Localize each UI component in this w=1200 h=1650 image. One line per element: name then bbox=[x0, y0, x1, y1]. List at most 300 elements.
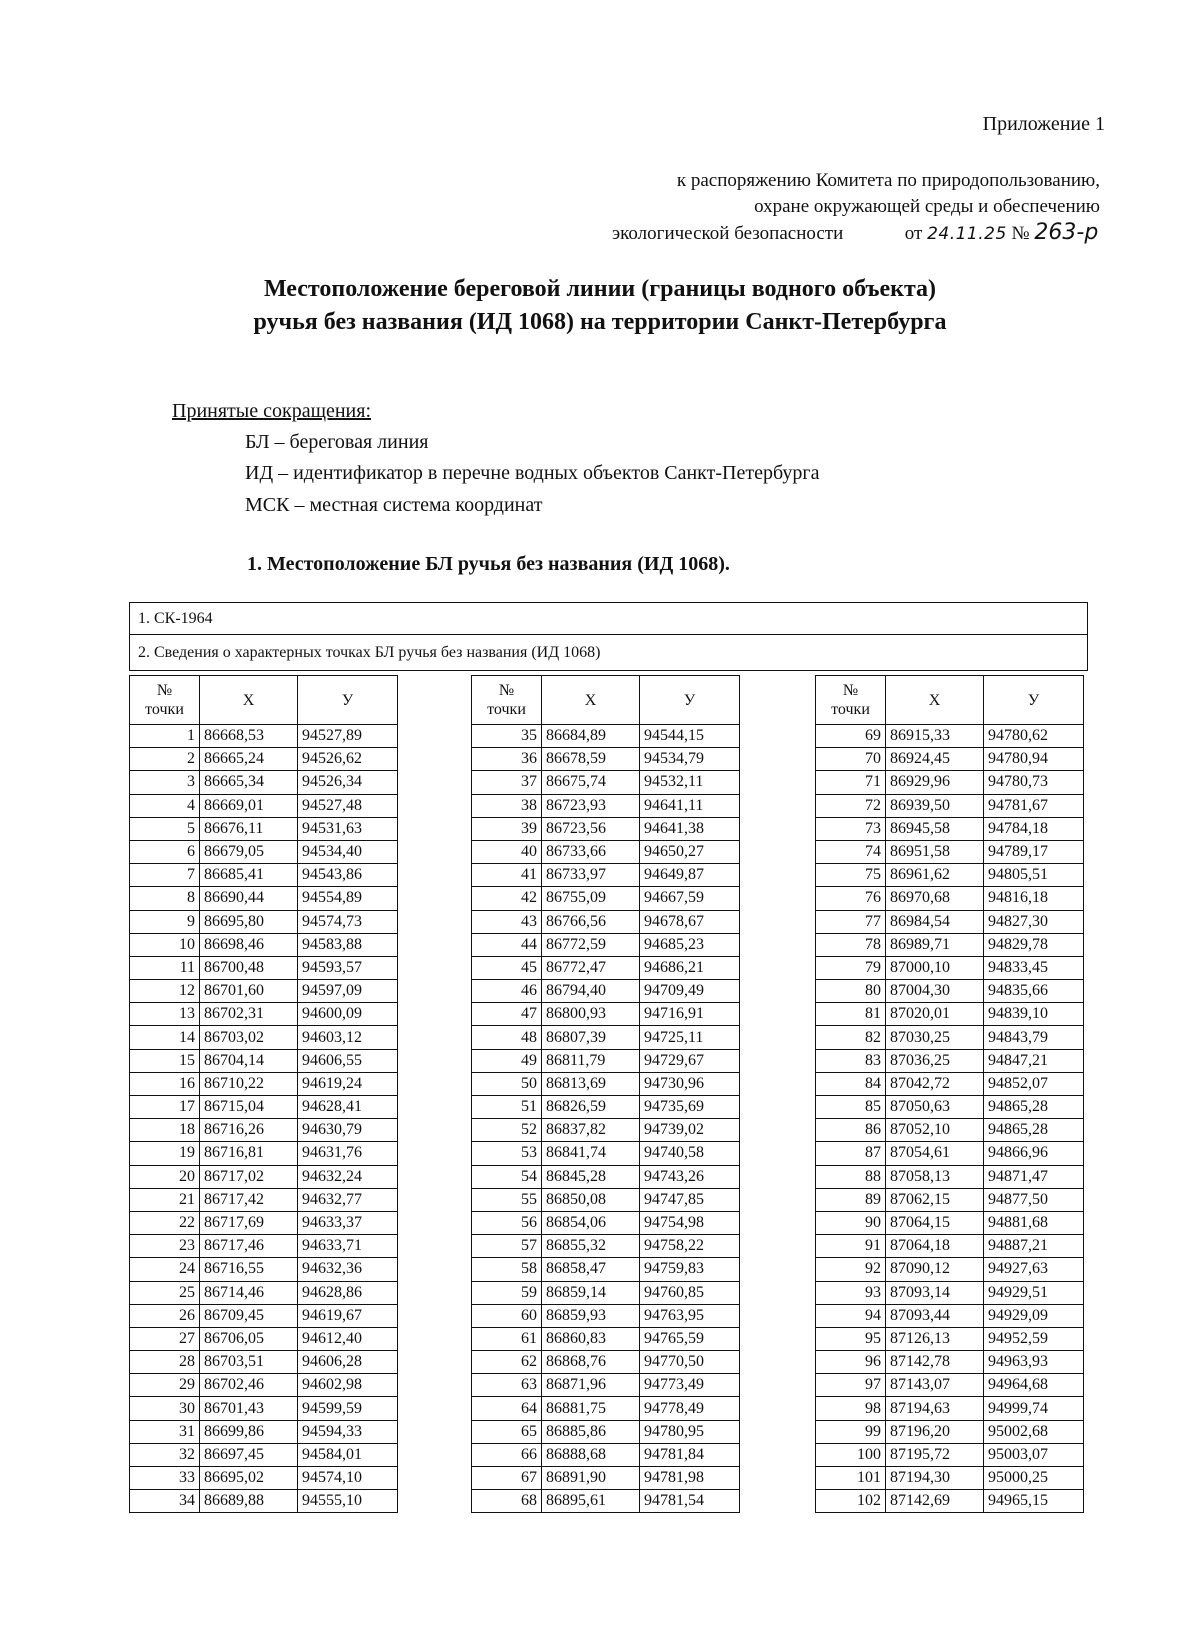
table-row bbox=[472, 1443, 740, 1466]
table-row bbox=[130, 1072, 398, 1095]
table-row bbox=[130, 794, 398, 817]
table-row bbox=[816, 1165, 1084, 1188]
table-row bbox=[472, 1281, 740, 1304]
table-row bbox=[130, 1096, 398, 1119]
table-row bbox=[816, 1211, 1084, 1234]
x-cell: 86850,08 bbox=[542, 1188, 640, 1211]
table-row bbox=[472, 933, 740, 956]
y-cell: 94619,67 bbox=[298, 1304, 398, 1327]
y-cell: 94833,45 bbox=[984, 956, 1084, 979]
point-number-cell: 56 bbox=[472, 1211, 542, 1234]
x-cell: 86714,46 bbox=[200, 1281, 298, 1304]
x-cell: 86704,14 bbox=[200, 1049, 298, 1072]
point-number-cell: 20 bbox=[130, 1165, 200, 1188]
x-cell: 86679,05 bbox=[200, 840, 298, 863]
y-cell: 94843,79 bbox=[984, 1026, 1084, 1049]
point-number-cell: 73 bbox=[816, 817, 886, 840]
y-cell: 94877,50 bbox=[984, 1188, 1084, 1211]
table-row bbox=[472, 1049, 740, 1072]
order-line-1: к распоряжению Комитета по природопользованию, bbox=[676, 170, 1100, 191]
table-row bbox=[816, 1443, 1084, 1466]
table-row bbox=[472, 725, 740, 748]
x-cell: 86668,53 bbox=[200, 725, 298, 748]
handwritten-date: 24.11.25 bbox=[927, 224, 1007, 244]
x-cell: 86733,66 bbox=[542, 840, 640, 863]
x-cell: 86701,60 bbox=[200, 980, 298, 1003]
x-cell: 86915,33 bbox=[886, 725, 984, 748]
x-cell: 86807,39 bbox=[542, 1026, 640, 1049]
point-number-cell: 34 bbox=[130, 1490, 200, 1513]
table-row bbox=[130, 980, 398, 1003]
x-cell: 86881,75 bbox=[542, 1397, 640, 1420]
x-cell: 87050,63 bbox=[886, 1096, 984, 1119]
x-cell: 86716,55 bbox=[200, 1258, 298, 1281]
x-cell: 87000,10 bbox=[886, 956, 984, 979]
table-row bbox=[130, 1304, 398, 1327]
table-row bbox=[472, 980, 740, 1003]
point-number-cell: 84 bbox=[816, 1072, 886, 1095]
x-cell: 87093,14 bbox=[886, 1281, 984, 1304]
table-row bbox=[472, 1420, 740, 1443]
x-cell: 86989,71 bbox=[886, 933, 984, 956]
y-cell: 94770,50 bbox=[640, 1351, 740, 1374]
point-number-cell: 28 bbox=[130, 1351, 200, 1374]
point-number-cell: 50 bbox=[472, 1072, 542, 1095]
x-cell: 86855,32 bbox=[542, 1235, 640, 1258]
point-number-cell: 13 bbox=[130, 1003, 200, 1026]
table-row bbox=[472, 1188, 740, 1211]
table-row bbox=[816, 840, 1084, 863]
table-row bbox=[130, 1026, 398, 1049]
y-cell: 94678,67 bbox=[640, 910, 740, 933]
point-number-cell: 57 bbox=[472, 1235, 542, 1258]
point-number-cell: 86 bbox=[816, 1119, 886, 1142]
y-cell: 94633,37 bbox=[298, 1211, 398, 1234]
x-cell: 86858,47 bbox=[542, 1258, 640, 1281]
table-row bbox=[816, 1119, 1084, 1142]
y-header: У bbox=[640, 676, 740, 725]
number-sign: № bbox=[1011, 223, 1030, 244]
x-cell: 87062,15 bbox=[886, 1188, 984, 1211]
y-cell: 94964,68 bbox=[984, 1374, 1084, 1397]
point-number-cell: 41 bbox=[472, 864, 542, 887]
y-cell: 94780,95 bbox=[640, 1420, 740, 1443]
x-cell: 87030,25 bbox=[886, 1026, 984, 1049]
y-cell: 94612,40 bbox=[298, 1327, 398, 1350]
point-number-cell: 21 bbox=[130, 1188, 200, 1211]
y-header: У bbox=[298, 676, 398, 725]
table-row bbox=[130, 817, 398, 840]
y-cell: 94739,02 bbox=[640, 1119, 740, 1142]
point-number-cell: 19 bbox=[130, 1142, 200, 1165]
y-cell: 94816,18 bbox=[984, 887, 1084, 910]
x-cell: 86859,93 bbox=[542, 1304, 640, 1327]
point-number-cell: 33 bbox=[130, 1467, 200, 1490]
x-cell: 86813,69 bbox=[542, 1072, 640, 1095]
y-cell: 94805,51 bbox=[984, 864, 1084, 887]
y-cell: 94747,85 bbox=[640, 1188, 740, 1211]
table-row bbox=[816, 1235, 1084, 1258]
point-number-cell: 23 bbox=[130, 1235, 200, 1258]
point-number-cell: 61 bbox=[472, 1327, 542, 1350]
y-cell: 94829,78 bbox=[984, 933, 1084, 956]
point-number-cell: 68 bbox=[472, 1490, 542, 1513]
point-number-cell: 55 bbox=[472, 1188, 542, 1211]
x-cell: 87093,44 bbox=[886, 1304, 984, 1327]
table-row bbox=[130, 1281, 398, 1304]
point-number-cell: 89 bbox=[816, 1188, 886, 1211]
point-number-cell: 82 bbox=[816, 1026, 886, 1049]
point-number-cell: 64 bbox=[472, 1397, 542, 1420]
x-cell: 87194,30 bbox=[886, 1467, 984, 1490]
y-cell: 94778,49 bbox=[640, 1397, 740, 1420]
y-cell: 94641,11 bbox=[640, 794, 740, 817]
point-number-cell: 18 bbox=[130, 1119, 200, 1142]
x-cell: 86669,01 bbox=[200, 794, 298, 817]
y-cell: 94527,89 bbox=[298, 725, 398, 748]
x-cell: 86945,58 bbox=[886, 817, 984, 840]
point-number-cell: 63 bbox=[472, 1374, 542, 1397]
point-number-cell: 37 bbox=[472, 771, 542, 794]
x-cell: 86800,93 bbox=[542, 1003, 640, 1026]
y-cell: 95003,07 bbox=[984, 1443, 1084, 1466]
x-cell: 86699,86 bbox=[200, 1420, 298, 1443]
y-cell: 94965,15 bbox=[984, 1490, 1084, 1513]
y-cell: 94633,71 bbox=[298, 1235, 398, 1258]
y-cell: 94927,63 bbox=[984, 1258, 1084, 1281]
table-row bbox=[130, 1211, 398, 1234]
coordinate-system-row: 1. СК-1964 bbox=[138, 610, 213, 627]
y-cell: 94531,63 bbox=[298, 817, 398, 840]
x-cell: 86860,83 bbox=[542, 1327, 640, 1350]
table-row bbox=[130, 1327, 398, 1350]
from-label: от bbox=[904, 223, 923, 244]
table-row bbox=[472, 771, 740, 794]
x-cell: 86701,43 bbox=[200, 1397, 298, 1420]
y-cell: 94852,07 bbox=[984, 1072, 1084, 1095]
point-number-cell: 17 bbox=[130, 1096, 200, 1119]
table-row bbox=[816, 725, 1084, 748]
table-row bbox=[472, 1258, 740, 1281]
x-cell: 87052,10 bbox=[886, 1119, 984, 1142]
y-cell: 94735,69 bbox=[640, 1096, 740, 1119]
point-number-cell: 95 bbox=[816, 1327, 886, 1350]
table-row bbox=[472, 1304, 740, 1327]
point-number-cell: 25 bbox=[130, 1281, 200, 1304]
table-row bbox=[130, 1374, 398, 1397]
points-info-row: 2. Сведения о характерных точках БЛ ручья без названия (ИД 1068) bbox=[130, 634, 1087, 670]
x-cell: 86961,62 bbox=[886, 864, 984, 887]
point-number-cell: 1 bbox=[130, 725, 200, 748]
table-row bbox=[130, 1188, 398, 1211]
x-cell: 86684,89 bbox=[542, 725, 640, 748]
point-number-cell: 38 bbox=[472, 794, 542, 817]
table-row bbox=[816, 771, 1084, 794]
table-row bbox=[472, 748, 740, 771]
y-cell: 94583,88 bbox=[298, 933, 398, 956]
x-cell: 86841,74 bbox=[542, 1142, 640, 1165]
table-row bbox=[816, 864, 1084, 887]
point-number-header: № точки bbox=[816, 676, 886, 725]
point-number-cell: 66 bbox=[472, 1443, 542, 1466]
point-number-cell: 83 bbox=[816, 1049, 886, 1072]
y-header: У bbox=[984, 676, 1084, 725]
table-row bbox=[130, 956, 398, 979]
x-cell: 87020,01 bbox=[886, 1003, 984, 1026]
point-number-cell: 32 bbox=[130, 1443, 200, 1466]
abbreviation-item: БЛ – береговая линия bbox=[245, 431, 429, 453]
x-cell: 86772,59 bbox=[542, 933, 640, 956]
point-number-cell: 75 bbox=[816, 864, 886, 887]
table-row bbox=[816, 1467, 1084, 1490]
x-cell: 86895,61 bbox=[542, 1490, 640, 1513]
point-number-cell: 15 bbox=[130, 1049, 200, 1072]
appendix-label: Приложение 1 bbox=[982, 113, 1105, 135]
y-cell: 94765,59 bbox=[640, 1327, 740, 1350]
point-number-cell: 11 bbox=[130, 956, 200, 979]
table-row bbox=[472, 1142, 740, 1165]
point-number-cell: 44 bbox=[472, 933, 542, 956]
table-row bbox=[130, 1490, 398, 1513]
y-cell: 94667,59 bbox=[640, 887, 740, 910]
x-cell: 86717,69 bbox=[200, 1211, 298, 1234]
y-cell: 94584,01 bbox=[298, 1443, 398, 1466]
x-cell: 86951,58 bbox=[886, 840, 984, 863]
table-row bbox=[472, 1211, 740, 1234]
x-cell: 86709,45 bbox=[200, 1304, 298, 1327]
coordinate-system-box bbox=[129, 602, 1088, 671]
table-row bbox=[472, 1351, 740, 1374]
y-cell: 95002,68 bbox=[984, 1420, 1084, 1443]
x-cell: 86766,56 bbox=[542, 910, 640, 933]
table-row bbox=[130, 1258, 398, 1281]
y-cell: 94716,91 bbox=[640, 1003, 740, 1026]
point-number-cell: 42 bbox=[472, 887, 542, 910]
y-cell: 94743,26 bbox=[640, 1165, 740, 1188]
x-cell: 86710,22 bbox=[200, 1072, 298, 1095]
point-number-cell: 59 bbox=[472, 1281, 542, 1304]
table-row bbox=[816, 933, 1084, 956]
x-cell: 86695,80 bbox=[200, 910, 298, 933]
x-cell: 86700,48 bbox=[200, 956, 298, 979]
point-number-cell: 43 bbox=[472, 910, 542, 933]
x-cell: 86717,42 bbox=[200, 1188, 298, 1211]
point-number-cell: 52 bbox=[472, 1119, 542, 1142]
point-number-cell: 87 bbox=[816, 1142, 886, 1165]
y-cell: 94599,59 bbox=[298, 1397, 398, 1420]
y-cell: 94630,79 bbox=[298, 1119, 398, 1142]
x-cell: 86984,54 bbox=[886, 910, 984, 933]
point-number-cell: 77 bbox=[816, 910, 886, 933]
table-row bbox=[816, 748, 1084, 771]
x-cell: 86845,28 bbox=[542, 1165, 640, 1188]
table-row bbox=[472, 1072, 740, 1095]
table-row bbox=[816, 1258, 1084, 1281]
x-cell: 87196,20 bbox=[886, 1420, 984, 1443]
table-row bbox=[472, 887, 740, 910]
point-number-cell: 81 bbox=[816, 1003, 886, 1026]
x-header: X bbox=[200, 676, 298, 725]
x-cell: 86717,02 bbox=[200, 1165, 298, 1188]
point-number-cell: 99 bbox=[816, 1420, 886, 1443]
point-number-cell: 60 bbox=[472, 1304, 542, 1327]
page-title-line-2: ручья без названия (ИД 1068) на территории Санкт-Петербурга bbox=[253, 309, 947, 335]
y-cell: 94534,40 bbox=[298, 840, 398, 863]
y-cell: 94952,59 bbox=[984, 1327, 1084, 1350]
abbreviation-item: МСК – местная система координат bbox=[245, 494, 543, 516]
x-cell: 86733,97 bbox=[542, 864, 640, 887]
x-cell: 86859,14 bbox=[542, 1281, 640, 1304]
point-number-cell: 31 bbox=[130, 1420, 200, 1443]
table-row bbox=[130, 771, 398, 794]
x-cell: 86716,26 bbox=[200, 1119, 298, 1142]
table-row bbox=[816, 1142, 1084, 1165]
table-row bbox=[130, 1142, 398, 1165]
y-cell: 94963,93 bbox=[984, 1351, 1084, 1374]
table-row bbox=[816, 1351, 1084, 1374]
x-cell: 86697,45 bbox=[200, 1443, 298, 1466]
y-cell: 94780,62 bbox=[984, 725, 1084, 748]
x-cell: 87195,72 bbox=[886, 1443, 984, 1466]
x-cell: 86924,45 bbox=[886, 748, 984, 771]
point-number-cell: 26 bbox=[130, 1304, 200, 1327]
x-cell: 87142,78 bbox=[886, 1351, 984, 1374]
x-cell: 86891,90 bbox=[542, 1467, 640, 1490]
y-cell: 94887,21 bbox=[984, 1235, 1084, 1258]
point-number-cell: 14 bbox=[130, 1026, 200, 1049]
point-number-cell: 91 bbox=[816, 1235, 886, 1258]
x-cell: 86665,24 bbox=[200, 748, 298, 771]
x-cell: 86703,02 bbox=[200, 1026, 298, 1049]
y-cell: 94628,86 bbox=[298, 1281, 398, 1304]
y-cell: 94999,74 bbox=[984, 1397, 1084, 1420]
table-row bbox=[472, 817, 740, 840]
table-row bbox=[816, 1072, 1084, 1095]
point-number-cell: 3 bbox=[130, 771, 200, 794]
table-row bbox=[816, 1420, 1084, 1443]
order-line-2: охране окружающей среды и обеспечению bbox=[754, 196, 1100, 217]
y-cell: 94543,86 bbox=[298, 864, 398, 887]
point-number-header: № точки bbox=[472, 676, 542, 725]
y-cell: 94789,17 bbox=[984, 840, 1084, 863]
y-cell: 94781,84 bbox=[640, 1443, 740, 1466]
y-cell: 94603,12 bbox=[298, 1026, 398, 1049]
y-cell: 94763,95 bbox=[640, 1304, 740, 1327]
table-row bbox=[472, 1397, 740, 1420]
x-cell: 87126,13 bbox=[886, 1327, 984, 1350]
point-number-cell: 69 bbox=[816, 725, 886, 748]
x-cell: 87004,30 bbox=[886, 980, 984, 1003]
point-number-cell: 10 bbox=[130, 933, 200, 956]
table-row bbox=[472, 1096, 740, 1119]
x-cell: 87090,12 bbox=[886, 1258, 984, 1281]
section-title: 1. Местоположение БЛ ручья без названия (ИД 1068). bbox=[247, 553, 730, 575]
x-cell: 87054,61 bbox=[886, 1142, 984, 1165]
table-row bbox=[816, 817, 1084, 840]
x-cell: 86690,44 bbox=[200, 887, 298, 910]
table-row bbox=[816, 1397, 1084, 1420]
table-row bbox=[472, 794, 740, 817]
x-cell: 86772,47 bbox=[542, 956, 640, 979]
table-row bbox=[816, 910, 1084, 933]
point-number-cell: 85 bbox=[816, 1096, 886, 1119]
abbreviation-item: ИД – идентификатор в перечне водных объектов Санкт-Петербурга bbox=[245, 462, 820, 484]
x-cell: 86854,06 bbox=[542, 1211, 640, 1234]
y-cell: 94866,96 bbox=[984, 1142, 1084, 1165]
table-row bbox=[816, 1003, 1084, 1026]
point-number-cell: 72 bbox=[816, 794, 886, 817]
point-number-cell: 54 bbox=[472, 1165, 542, 1188]
y-cell: 94641,38 bbox=[640, 817, 740, 840]
table-row bbox=[130, 840, 398, 863]
point-number-cell: 65 bbox=[472, 1420, 542, 1443]
table-row bbox=[472, 910, 740, 933]
y-cell: 94781,54 bbox=[640, 1490, 740, 1513]
point-number-cell: 5 bbox=[130, 817, 200, 840]
table-row bbox=[130, 1003, 398, 1026]
table-row bbox=[130, 910, 398, 933]
coordinates-table-1 bbox=[129, 675, 398, 1513]
x-cell: 86871,96 bbox=[542, 1374, 640, 1397]
table-row bbox=[816, 1327, 1084, 1350]
table-row bbox=[472, 864, 740, 887]
point-number-cell: 46 bbox=[472, 980, 542, 1003]
y-cell: 94709,49 bbox=[640, 980, 740, 1003]
table-row bbox=[816, 887, 1084, 910]
y-cell: 94526,34 bbox=[298, 771, 398, 794]
y-cell: 94532,11 bbox=[640, 771, 740, 794]
y-cell: 94574,10 bbox=[298, 1467, 398, 1490]
y-cell: 94740,58 bbox=[640, 1142, 740, 1165]
table-row bbox=[472, 1119, 740, 1142]
x-cell: 86888,68 bbox=[542, 1443, 640, 1466]
y-cell: 94606,55 bbox=[298, 1049, 398, 1072]
x-cell: 86716,81 bbox=[200, 1142, 298, 1165]
x-cell: 87143,07 bbox=[886, 1374, 984, 1397]
x-cell: 86678,59 bbox=[542, 748, 640, 771]
x-cell: 86698,46 bbox=[200, 933, 298, 956]
y-cell: 94632,24 bbox=[298, 1165, 398, 1188]
y-cell: 94593,57 bbox=[298, 956, 398, 979]
x-cell: 86755,09 bbox=[542, 887, 640, 910]
y-cell: 95000,25 bbox=[984, 1467, 1084, 1490]
point-number-cell: 47 bbox=[472, 1003, 542, 1026]
y-cell: 94649,87 bbox=[640, 864, 740, 887]
x-cell: 87064,15 bbox=[886, 1211, 984, 1234]
table-row bbox=[472, 840, 740, 863]
x-cell: 86885,86 bbox=[542, 1420, 640, 1443]
point-number-cell: 12 bbox=[130, 980, 200, 1003]
table-row bbox=[130, 1119, 398, 1142]
point-number-cell: 29 bbox=[130, 1374, 200, 1397]
y-cell: 94574,73 bbox=[298, 910, 398, 933]
y-cell: 94784,18 bbox=[984, 817, 1084, 840]
x-cell: 87036,25 bbox=[886, 1049, 984, 1072]
y-cell: 94632,36 bbox=[298, 1258, 398, 1281]
point-number-cell: 24 bbox=[130, 1258, 200, 1281]
table-row bbox=[472, 1374, 740, 1397]
y-cell: 94835,66 bbox=[984, 980, 1084, 1003]
point-number-cell: 30 bbox=[130, 1397, 200, 1420]
table-row bbox=[130, 725, 398, 748]
abbreviations-heading: Принятые сокращения: bbox=[172, 400, 372, 422]
x-cell: 86723,56 bbox=[542, 817, 640, 840]
y-cell: 94758,22 bbox=[640, 1235, 740, 1258]
x-cell: 86717,46 bbox=[200, 1235, 298, 1258]
y-cell: 94544,15 bbox=[640, 725, 740, 748]
y-cell: 94534,79 bbox=[640, 748, 740, 771]
y-cell: 94730,96 bbox=[640, 1072, 740, 1095]
